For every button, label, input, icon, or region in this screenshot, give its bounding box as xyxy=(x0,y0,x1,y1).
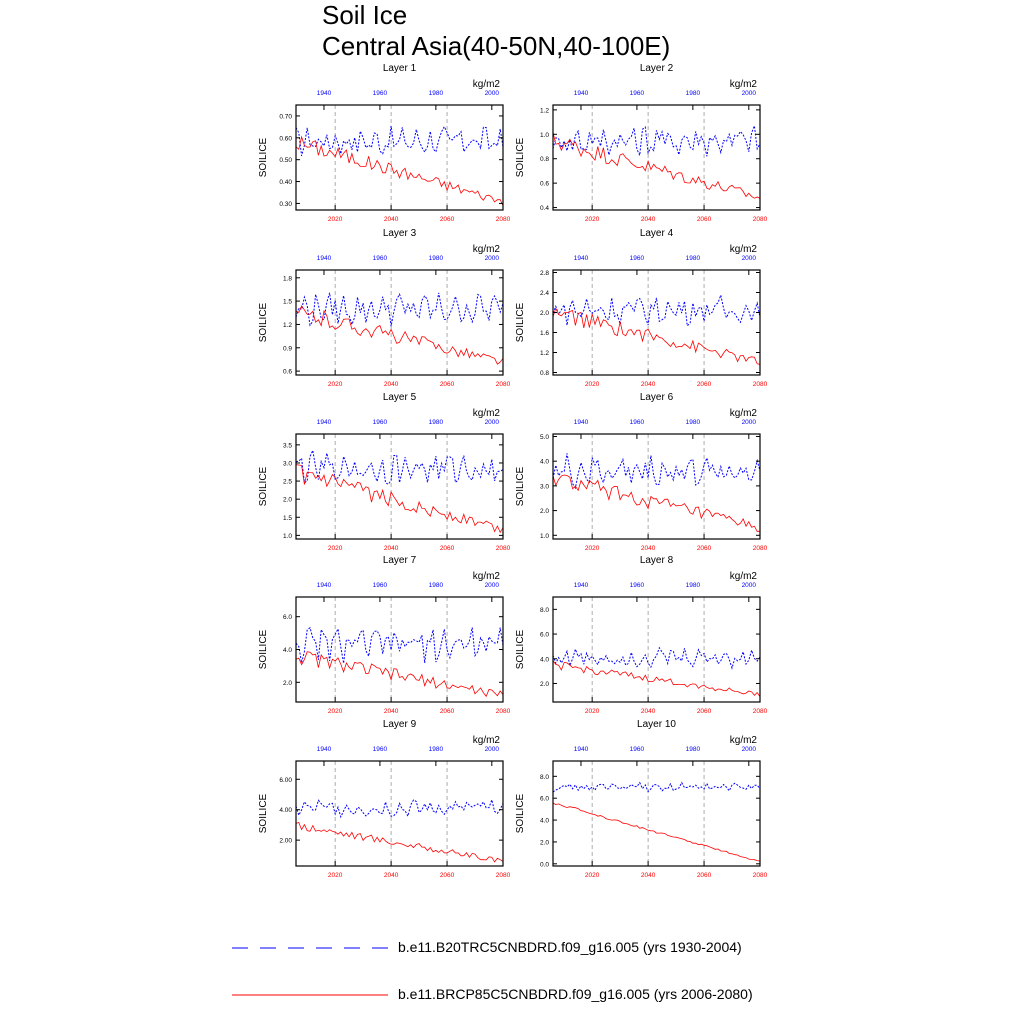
x-bottom-tick-label: 2080 xyxy=(752,381,768,388)
x-bottom-tick-label: 2060 xyxy=(439,872,455,879)
x-bottom-tick-label: 2040 xyxy=(383,216,399,223)
future-series-line xyxy=(296,823,503,862)
x-bottom-tick-label: 2060 xyxy=(439,216,455,223)
y-tick-label: 6.0 xyxy=(539,631,549,639)
x-bottom-tick-label: 2040 xyxy=(640,708,656,715)
x-top-tick-label: 1960 xyxy=(629,582,645,589)
x-top-tick-label: 1980 xyxy=(685,255,701,262)
y-tick-label: 1.2 xyxy=(539,107,549,115)
figure-title-line2: Central Asia(40-50N,40-100E) xyxy=(322,31,671,61)
y-tick-label: 8.0 xyxy=(539,773,549,781)
x-bottom-tick-label: 2040 xyxy=(640,381,656,388)
x-bottom-tick-label: 2020 xyxy=(584,381,600,388)
x-bottom-tick-label: 2020 xyxy=(327,545,343,552)
units-label: kg/m2 xyxy=(729,244,757,255)
x-top-tick-label: 1940 xyxy=(316,746,332,753)
x-bottom-tick-label: 2080 xyxy=(752,708,768,715)
y-tick-label: 1.0 xyxy=(539,532,549,540)
y-tick-label: 4.0 xyxy=(539,817,549,825)
x-top-tick-label: 2000 xyxy=(741,582,757,589)
y-tick-label: 1.8 xyxy=(282,275,292,283)
y-tick-label: 2.5 xyxy=(282,478,292,486)
x-bottom-tick-label: 2060 xyxy=(696,708,712,715)
y-tick-label: 1.2 xyxy=(282,321,292,329)
x-top-tick-label: 1960 xyxy=(372,90,388,97)
y-tick-label: 0.50 xyxy=(279,157,292,165)
y-tick-label: 0.60 xyxy=(279,135,292,143)
y-tick-label: 6.0 xyxy=(282,614,292,622)
x-bottom-tick-label: 2080 xyxy=(495,872,511,879)
future-series-line xyxy=(553,661,760,697)
x-bottom-tick-label: 2020 xyxy=(327,216,343,223)
plot-frame xyxy=(553,434,760,539)
x-bottom-tick-label: 2040 xyxy=(383,545,399,552)
x-bottom-tick-label: 2080 xyxy=(752,872,768,879)
y-tick-label: 2.8 xyxy=(539,270,549,277)
x-bottom-tick-label: 2040 xyxy=(383,381,399,388)
y-axis-label: SOILICE xyxy=(515,137,526,178)
y-axis-label: SOILICE xyxy=(258,302,269,343)
y-tick-label: 3.0 xyxy=(282,460,292,468)
y-tick-label: 2.0 xyxy=(282,496,292,504)
x-top-tick-label: 1980 xyxy=(428,90,444,97)
units-label: kg/m2 xyxy=(472,571,500,582)
historical-series-line xyxy=(553,648,760,668)
panel-title: Layer 7 xyxy=(382,555,417,566)
y-tick-label: 8.0 xyxy=(539,606,549,614)
y-tick-label: 2.4 xyxy=(539,290,549,297)
x-bottom-tick-label: 2040 xyxy=(383,708,399,715)
future-series-line xyxy=(296,465,503,533)
units-label: kg/m2 xyxy=(729,408,757,419)
historical-series-line xyxy=(553,295,760,326)
x-bottom-tick-label: 2020 xyxy=(327,872,343,879)
units-label: kg/m2 xyxy=(729,571,757,582)
y-tick-label: 0.4 xyxy=(539,205,549,213)
x-bottom-tick-label: 2060 xyxy=(696,545,712,552)
plot-frame xyxy=(553,761,760,866)
x-top-tick-label: 1940 xyxy=(573,419,589,426)
legend-label-historical: b.e11.B20TRC5CNBDRD.f09_g16.005 (yrs 1930-2004) xyxy=(398,939,742,955)
y-tick-label: 4.0 xyxy=(539,656,549,664)
x-bottom-tick-label: 2060 xyxy=(696,216,712,223)
x-top-tick-label: 1940 xyxy=(573,582,589,589)
x-top-tick-label: 1980 xyxy=(685,90,701,97)
x-top-tick-label: 2000 xyxy=(741,419,757,426)
y-tick-label: 2.00 xyxy=(279,837,292,845)
x-top-tick-label: 1980 xyxy=(428,746,444,753)
y-axis-label: SOILICE xyxy=(515,466,526,507)
x-top-tick-label: 1960 xyxy=(372,746,388,753)
historical-series-line xyxy=(296,450,503,484)
units-label: kg/m2 xyxy=(729,735,757,746)
future-series-line xyxy=(553,132,760,198)
x-bottom-tick-label: 2080 xyxy=(495,545,511,552)
x-bottom-tick-label: 2020 xyxy=(584,872,600,879)
y-tick-label: 1.6 xyxy=(539,330,549,337)
y-tick-label: 1.2 xyxy=(539,350,549,357)
y-tick-label: 4.0 xyxy=(539,458,549,466)
x-top-tick-label: 1980 xyxy=(428,255,444,262)
x-top-tick-label: 2000 xyxy=(484,582,500,589)
units-label: kg/m2 xyxy=(472,79,500,90)
panel-title: Layer 3 xyxy=(382,228,417,239)
y-tick-label: 2.0 xyxy=(539,839,549,847)
units-label: kg/m2 xyxy=(729,79,757,90)
units-label: kg/m2 xyxy=(472,735,500,746)
plot-frame xyxy=(296,105,503,210)
x-top-tick-label: 2000 xyxy=(484,90,500,97)
x-top-tick-label: 1940 xyxy=(573,746,589,753)
x-bottom-tick-label: 2060 xyxy=(439,708,455,715)
x-bottom-tick-label: 2080 xyxy=(495,216,511,223)
y-tick-label: 6.0 xyxy=(539,795,549,803)
y-tick-label: 6.00 xyxy=(279,776,292,784)
x-bottom-tick-label: 2040 xyxy=(640,545,656,552)
future-series-line xyxy=(296,306,503,364)
y-tick-label: 3.0 xyxy=(539,483,549,491)
y-tick-label: 0.8 xyxy=(539,156,549,164)
x-bottom-tick-label: 2060 xyxy=(696,872,712,879)
plot-frame xyxy=(553,597,760,702)
y-tick-label: 0.8 xyxy=(539,370,549,377)
x-bottom-tick-label: 2060 xyxy=(439,381,455,388)
x-bottom-tick-label: 2020 xyxy=(584,708,600,715)
x-top-tick-label: 1940 xyxy=(316,90,332,97)
x-bottom-tick-label: 2040 xyxy=(640,216,656,223)
legend-entry-historical xyxy=(230,938,830,958)
y-tick-label: 4.00 xyxy=(279,807,292,815)
x-bottom-tick-label: 2080 xyxy=(495,381,511,388)
x-top-tick-label: 2000 xyxy=(741,255,757,262)
x-bottom-tick-label: 2080 xyxy=(752,545,768,552)
x-bottom-tick-label: 2080 xyxy=(752,216,768,223)
y-tick-label: 2.0 xyxy=(539,310,549,317)
y-axis-label: SOILICE xyxy=(515,629,526,670)
x-top-tick-label: 1960 xyxy=(629,746,645,753)
x-top-tick-label: 1960 xyxy=(629,255,645,262)
y-tick-label: 0.9 xyxy=(282,345,292,353)
historical-series-line xyxy=(296,800,503,817)
y-tick-label: 1.5 xyxy=(282,514,292,522)
future-series-line xyxy=(553,803,760,861)
y-tick-label: 0.0 xyxy=(539,861,549,869)
legend-entry-future xyxy=(230,985,830,1005)
x-top-tick-label: 1980 xyxy=(428,582,444,589)
future-series-line xyxy=(553,308,760,364)
y-axis-label: SOILICE xyxy=(258,466,269,507)
x-top-tick-label: 1940 xyxy=(316,255,332,262)
x-bottom-tick-label: 2060 xyxy=(696,381,712,388)
x-top-tick-label: 1980 xyxy=(685,419,701,426)
x-top-tick-label: 1960 xyxy=(372,582,388,589)
x-top-tick-label: 2000 xyxy=(741,90,757,97)
y-axis-label: SOILICE xyxy=(515,302,526,343)
panel-title: Layer 10 xyxy=(637,719,676,730)
x-bottom-tick-label: 2080 xyxy=(495,708,511,715)
y-axis-label: SOILICE xyxy=(258,629,269,670)
panel-title: Layer 8 xyxy=(639,555,674,566)
y-axis-label: SOILICE xyxy=(258,137,269,178)
y-tick-label: 1.0 xyxy=(282,532,292,540)
x-bottom-tick-label: 2040 xyxy=(383,872,399,879)
x-top-tick-label: 1960 xyxy=(629,90,645,97)
y-axis-label: SOILICE xyxy=(515,793,526,834)
x-top-tick-label: 1940 xyxy=(573,255,589,262)
x-top-tick-label: 2000 xyxy=(484,255,500,262)
x-top-tick-label: 2000 xyxy=(484,746,500,753)
panel-title: Layer 2 xyxy=(639,63,674,74)
panel-title: Layer 9 xyxy=(382,719,417,730)
y-tick-label: 0.70 xyxy=(279,113,292,121)
historical-series-line xyxy=(553,126,760,157)
panel-title: Layer 4 xyxy=(639,228,674,239)
future-series-line xyxy=(296,652,503,697)
legend-solid-line-icon xyxy=(230,985,390,1005)
historical-series-line xyxy=(553,453,760,488)
x-bottom-tick-label: 2020 xyxy=(327,381,343,388)
future-series-line xyxy=(296,137,503,206)
plot-frame xyxy=(553,105,760,210)
x-top-tick-label: 1960 xyxy=(372,419,388,426)
y-tick-label: 0.40 xyxy=(279,179,292,187)
x-top-tick-label: 1980 xyxy=(685,582,701,589)
panel-title: Layer 1 xyxy=(382,63,417,74)
y-axis-label: SOILICE xyxy=(258,793,269,834)
x-top-tick-label: 2000 xyxy=(741,746,757,753)
x-bottom-tick-label: 2020 xyxy=(584,216,600,223)
legend-label-future: b.e11.BRCP85C5CNBDRD.f09_g16.005 (yrs 2006-2080) xyxy=(398,986,753,1002)
x-bottom-tick-label: 2020 xyxy=(584,545,600,552)
legend-dashed-line-icon xyxy=(230,938,390,958)
figure-title-line1: Soil Ice xyxy=(322,0,408,30)
x-bottom-tick-label: 2040 xyxy=(640,872,656,879)
plot-frame xyxy=(553,270,760,375)
panel-title: Layer 6 xyxy=(639,392,674,403)
y-tick-label: 2.0 xyxy=(539,508,549,516)
y-tick-label: 0.6 xyxy=(282,368,292,376)
x-top-tick-label: 1960 xyxy=(629,419,645,426)
y-tick-label: 1.5 xyxy=(282,298,292,306)
x-bottom-tick-label: 2020 xyxy=(327,708,343,715)
panel-title: Layer 5 xyxy=(382,392,417,403)
historical-series-line xyxy=(296,126,503,156)
y-tick-label: 0.6 xyxy=(539,180,549,188)
x-top-tick-label: 1980 xyxy=(428,419,444,426)
y-tick-label: 4.0 xyxy=(282,647,292,654)
units-label: kg/m2 xyxy=(472,408,500,419)
historical-series-line xyxy=(553,783,760,793)
x-bottom-tick-label: 2060 xyxy=(439,545,455,552)
y-tick-label: 3.5 xyxy=(282,442,292,450)
y-tick-label: 1.0 xyxy=(539,131,549,139)
x-top-tick-label: 1980 xyxy=(685,746,701,753)
x-top-tick-label: 2000 xyxy=(484,419,500,426)
units-label: kg/m2 xyxy=(472,244,500,255)
historical-series-line xyxy=(296,293,503,327)
y-tick-label: 0.30 xyxy=(279,200,292,208)
x-top-tick-label: 1940 xyxy=(316,419,332,426)
x-top-tick-label: 1960 xyxy=(372,255,388,262)
x-top-tick-label: 1940 xyxy=(316,582,332,589)
x-top-tick-label: 1940 xyxy=(573,90,589,97)
y-tick-label: 2.0 xyxy=(282,679,292,687)
y-tick-label: 2.0 xyxy=(539,680,549,688)
plot-frame xyxy=(296,761,503,866)
y-tick-label: 5.0 xyxy=(539,433,549,441)
